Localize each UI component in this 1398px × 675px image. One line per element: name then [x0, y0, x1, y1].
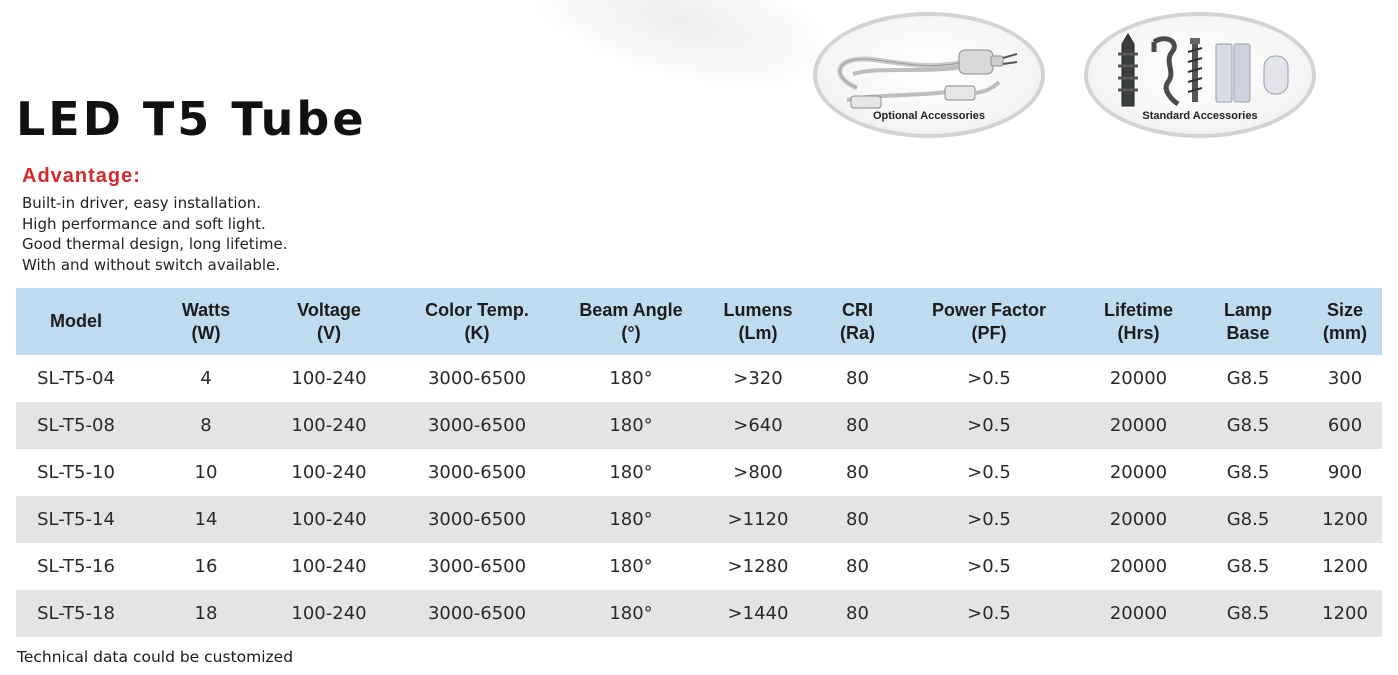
cell-lamp-base: G8.5 — [1188, 402, 1308, 449]
cell-power-factor: >0.5 — [889, 355, 1089, 402]
cell-cri: 80 — [826, 355, 889, 402]
header-label: CRI — [842, 299, 873, 320]
col-lamp-base — [1188, 288, 1308, 355]
optional-accessories-label: Optional Accessories — [872, 110, 986, 122]
page-title: LED T5 Tube — [16, 92, 367, 146]
spec-table-header — [16, 288, 1382, 355]
table-row — [16, 355, 1382, 402]
cell-beam-angle: 180° — [572, 449, 690, 496]
cell-lifetime: 20000 — [1089, 496, 1188, 543]
advantage-heading: Advantage: — [22, 165, 141, 187]
col-voltage — [276, 288, 382, 355]
cell-voltage: 100-240 — [276, 355, 382, 402]
col-power-factor — [889, 288, 1089, 355]
header-label: Size — [1326, 299, 1364, 320]
cell-lumens: >1280 — [690, 543, 826, 590]
cell-model: SL-T5-10 — [16, 449, 136, 496]
col-lifetime — [1089, 288, 1188, 355]
cell-lifetime: 20000 — [1089, 402, 1188, 449]
advantage-item: High performance and soft light. — [22, 214, 266, 233]
header-label: Model — [50, 311, 102, 331]
header-label: Lamp — [1223, 299, 1272, 320]
optional-accessories-badge — [813, 12, 1045, 138]
col-lumens — [690, 288, 826, 355]
header-label: Watts — [181, 299, 231, 320]
cell-size: 1200 — [1308, 496, 1382, 543]
cell-voltage: 100-240 — [276, 449, 382, 496]
cell-size: 600 — [1308, 402, 1382, 449]
table-row — [16, 402, 1382, 449]
cell-beam-angle: 180° — [572, 590, 690, 637]
header-unit: (Lm) — [738, 322, 778, 343]
cell-color-temp: 3000-6500 — [382, 449, 572, 496]
cell-voltage: 100-240 — [276, 590, 382, 637]
cell-watts: 4 — [136, 355, 276, 402]
col-color-temp — [382, 288, 572, 355]
cell-lifetime: 20000 — [1089, 590, 1188, 637]
spec-table-body — [16, 355, 1382, 637]
header-label: Beam Angle — [579, 299, 683, 320]
cell-watts: 8 — [136, 402, 276, 449]
cell-lifetime: 20000 — [1089, 543, 1188, 590]
header-label: Lifetime — [1103, 299, 1173, 320]
header-label: Color Temp. — [425, 299, 529, 320]
cell-voltage: 100-240 — [276, 402, 382, 449]
cell-lumens: >640 — [690, 402, 826, 449]
cell-lumens: >800 — [690, 449, 826, 496]
header-unit: (Ra) — [840, 322, 875, 343]
header-unit: (K) — [464, 322, 490, 343]
col-size — [1308, 288, 1382, 355]
advantage-item: Built-in driver, easy installation. — [22, 194, 262, 212]
col-model — [16, 288, 136, 355]
cell-lifetime: 20000 — [1089, 449, 1188, 496]
advantage-item: Good thermal design, long lifetime. — [22, 235, 288, 253]
cell-beam-angle: 180° — [572, 402, 690, 449]
header-row — [16, 288, 1382, 355]
standard-accessories-badge — [1084, 12, 1316, 138]
cell-power-factor: >0.5 — [889, 449, 1089, 496]
cell-watts: 18 — [136, 590, 276, 637]
cell-model: SL-T5-14 — [16, 496, 136, 543]
header-unit: (mm) — [1323, 322, 1367, 343]
table-row — [16, 449, 1382, 496]
cell-cri: 80 — [826, 543, 889, 590]
cell-cri: 80 — [826, 590, 889, 637]
cell-cri: 80 — [826, 402, 889, 449]
cell-color-temp: 3000-6500 — [382, 355, 572, 402]
table-row — [16, 590, 1382, 637]
cell-model: SL-T5-18 — [16, 590, 136, 637]
advantage-list — [22, 193, 287, 275]
header-unit: (W) — [191, 322, 221, 343]
header-label: Voltage — [297, 299, 361, 320]
header-unit: (V) — [317, 322, 341, 343]
advantage-item: With and without switch available. — [22, 255, 281, 274]
cell-power-factor: >0.5 — [889, 590, 1089, 637]
cell-cri: 80 — [826, 496, 889, 543]
header-unit: (Hrs) — [1117, 322, 1160, 343]
footnote: Technical data could be customized — [17, 648, 294, 666]
cell-model: SL-T5-16 — [16, 543, 136, 590]
cell-size: 900 — [1308, 449, 1382, 496]
header-unit: (°) — [621, 322, 641, 343]
col-watts — [136, 288, 276, 355]
cell-size: 300 — [1308, 355, 1382, 402]
cell-lumens: >1120 — [690, 496, 826, 543]
cell-model: SL-T5-04 — [16, 355, 136, 402]
cell-voltage: 100-240 — [276, 543, 382, 590]
cell-size: 1200 — [1308, 543, 1382, 590]
cell-lamp-base: G8.5 — [1188, 355, 1308, 402]
cell-power-factor: >0.5 — [889, 402, 1089, 449]
col-beam-angle — [572, 288, 690, 355]
table-row — [16, 543, 1382, 590]
cell-color-temp: 3000-6500 — [382, 543, 572, 590]
header-unit: (PF) — [971, 322, 1007, 343]
cell-cri: 80 — [826, 449, 889, 496]
cell-beam-angle: 180° — [572, 543, 690, 590]
cell-beam-angle: 180° — [572, 355, 690, 402]
cell-model: SL-T5-08 — [16, 402, 136, 449]
cell-watts: 10 — [136, 449, 276, 496]
cell-lumens: >1440 — [690, 590, 826, 637]
cell-lamp-base: G8.5 — [1188, 543, 1308, 590]
cell-voltage: 100-240 — [276, 496, 382, 543]
cell-lamp-base: G8.5 — [1188, 496, 1308, 543]
spec-table — [16, 288, 1382, 637]
header-unit: Base — [1226, 322, 1270, 343]
cell-watts: 16 — [136, 543, 276, 590]
cell-color-temp: 3000-6500 — [382, 402, 572, 449]
standard-accessories-label: Standard Accessories — [1142, 110, 1258, 122]
header-label: Power Factor — [931, 299, 1047, 320]
header-label: Lumens — [723, 299, 793, 320]
cell-watts: 14 — [136, 496, 276, 543]
product-glow — [510, 0, 850, 117]
cell-lamp-base: G8.5 — [1188, 590, 1308, 637]
table-row — [16, 496, 1382, 543]
cell-size: 1200 — [1308, 590, 1382, 637]
cell-beam-angle: 180° — [572, 496, 690, 543]
col-cri — [826, 288, 889, 355]
cell-lumens: >320 — [690, 355, 826, 402]
cell-lamp-base: G8.5 — [1188, 449, 1308, 496]
cell-lifetime: 20000 — [1089, 355, 1188, 402]
cell-power-factor: >0.5 — [889, 496, 1089, 543]
cell-power-factor: >0.5 — [889, 543, 1089, 590]
cell-color-temp: 3000-6500 — [382, 496, 572, 543]
cell-color-temp: 3000-6500 — [382, 590, 572, 637]
